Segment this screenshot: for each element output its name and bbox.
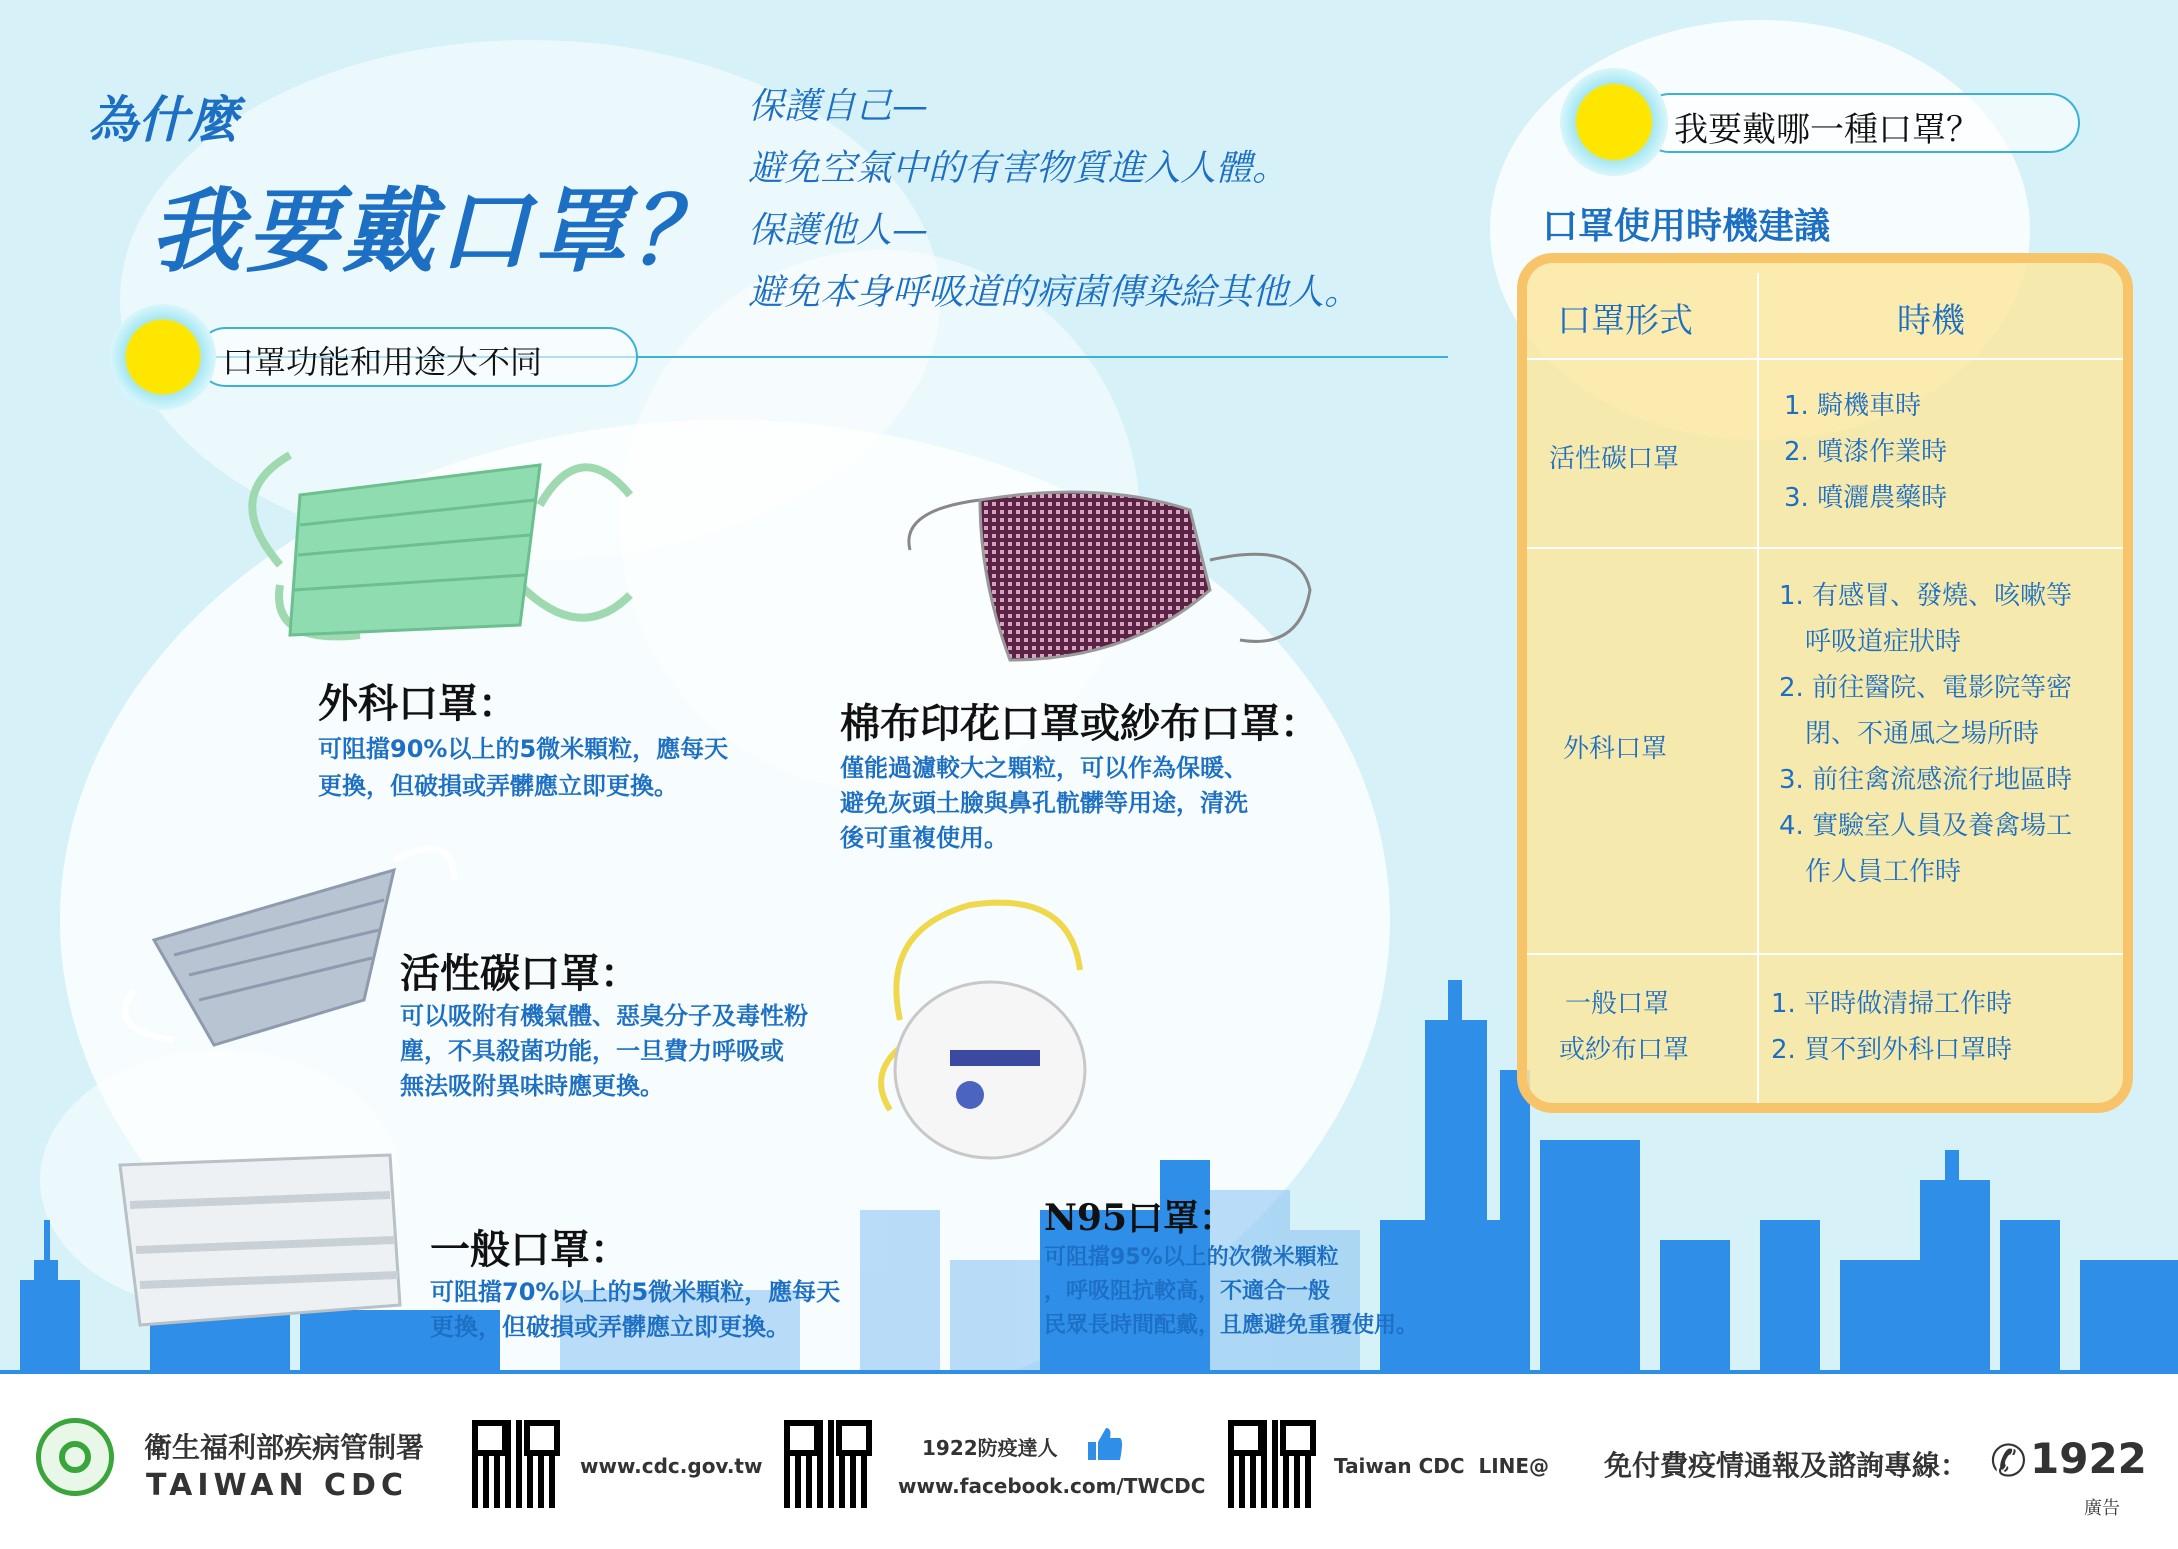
- website-link[interactable]: www.cdc.gov.tw: [580, 1454, 763, 1478]
- column-divider: [1757, 273, 1759, 1103]
- hotline-number: 1922: [2030, 1434, 2147, 1483]
- org-name-zh: 衛生福利部疾病管制署: [144, 1431, 425, 1464]
- row-divider: [1527, 358, 2123, 360]
- row-divider: [1527, 547, 2123, 549]
- ad-label: 廣告: [2084, 1498, 2120, 1519]
- reason-line: 避免空氣中的有害物質進入人體。: [748, 148, 1289, 189]
- mask-description-line: 可以吸附有機氣體、惡臭分子及毒性粉: [400, 1002, 808, 1030]
- section-label: 我要戴哪一種口罩？: [1674, 110, 1980, 150]
- table-row-type: 外科口罩: [1563, 734, 1668, 764]
- table-item: 呼吸道症狀時: [1805, 627, 1962, 657]
- mask-description-line: 可阻擋70%以上的5微米顆粒，應每天: [430, 1278, 841, 1306]
- mask-description-line: 可阻擋90%以上的5微米顆粒，應每天: [318, 735, 729, 763]
- thumbs-up-icon: [1084, 1424, 1124, 1464]
- table-row-items: [1779, 573, 2072, 895]
- mask-description-line: 更換，但破損或弄髒應立即更換。: [318, 772, 678, 800]
- line-label: Taiwan CDC LINE@: [1334, 1454, 1550, 1478]
- surgical-mask-image: [160, 395, 650, 675]
- table-row-type: 活性碳口罩: [1549, 444, 1680, 474]
- table-item: 4. 實驗室人員及養禽場工: [1779, 811, 2073, 841]
- mask-description: [400, 999, 808, 1104]
- row-divider: [1527, 953, 2123, 955]
- mask-description: [840, 751, 1320, 856]
- cloth-mask-image: [880, 470, 1320, 690]
- mask-description-line: 無法吸附異味時應更換。: [400, 1072, 664, 1100]
- qr-code-icon: [472, 1420, 560, 1508]
- reason-line: 保護他人—: [748, 210, 929, 251]
- mask-name: 一般口罩：: [430, 1226, 630, 1273]
- table-item: 2. 噴漆作業時: [1784, 437, 1948, 467]
- mask-description-line: 僅能過濾較大之顆粒，可以作為保暖、: [840, 754, 1248, 782]
- mask-description-line: 民眾長時間配戴，且應避免重覆使用。: [1044, 1313, 1419, 1338]
- mask-info-cloth: [840, 692, 1320, 856]
- mask-name: 活性碳口罩：: [400, 950, 640, 997]
- mask-info-activated-carbon: [400, 942, 808, 1104]
- mask-description: [318, 731, 728, 805]
- mask-description-line: 塵，不具殺菌功能，一旦費力呼吸或: [400, 1037, 784, 1065]
- reasons-block: [748, 76, 1360, 324]
- facebook-link[interactable]: www.facebook.com/TWCDC: [898, 1474, 1206, 1498]
- reason-line: 保護自己—: [748, 86, 929, 127]
- cdc-logo-icon: [36, 1418, 114, 1496]
- table-header-timing: 時機: [1897, 301, 1965, 341]
- table-item: 2. 前往醫院、電影院等密: [1779, 673, 2073, 703]
- mask-name: 外科口罩：: [318, 680, 518, 727]
- mask-description-line: 避免灰頭土臉與鼻孔骯髒等用途，清洗: [840, 789, 1248, 817]
- mask-description-line: 後可重複使用。: [840, 824, 1008, 852]
- qr-code-icon: [1228, 1420, 1316, 1508]
- table-type-line: 一般口罩: [1565, 989, 1670, 1019]
- table-item: 1. 騎機車時: [1784, 391, 1922, 421]
- usage-table-card: [1517, 253, 2133, 1113]
- mask-name: 棉布印花口罩或紗布口罩：: [840, 700, 1320, 747]
- mask-description-line: 可阻擋95%以上的次微米顆粒: [1044, 1245, 1339, 1270]
- table-header-type: 口罩形式: [1557, 301, 1693, 341]
- table-item: 3. 前往禽流感流行地區時: [1779, 765, 2073, 795]
- mask-description: [430, 1275, 840, 1345]
- table-item: 1. 有感冒、發燒、咳嗽等: [1779, 581, 2073, 611]
- section-label: 口罩功能和用途大不同: [222, 343, 543, 381]
- page-title: 我要戴口罩？: [150, 178, 727, 285]
- bullet-circle-icon: [1560, 68, 1668, 176]
- mask-description-line: ，呼吸阻抗較高，不適合一般: [1044, 1279, 1331, 1304]
- mask-info-general: [430, 1218, 840, 1345]
- n95-mask-image: [860, 890, 1110, 1180]
- table-row-items: [1771, 981, 2012, 1073]
- phone-icon: ✆: [1990, 1436, 2027, 1487]
- table-item: 2. 買不到外科口罩時: [1771, 1035, 2013, 1065]
- table-row-type: [1559, 981, 1690, 1073]
- table-item: 1. 平時做清掃工作時: [1771, 989, 2013, 1019]
- mask-description: [1044, 1241, 1418, 1343]
- general-mask-image: [100, 1135, 420, 1335]
- why-text: 為什麼: [88, 91, 238, 149]
- hotline-label: 免付費疫情通報及諮詢專線：: [1604, 1449, 1969, 1482]
- mask-info-n95: [1044, 1190, 1418, 1343]
- org-name-en: TAIWAN CDC: [146, 1468, 408, 1503]
- footer-bar: [0, 1370, 2178, 1549]
- table-item: 閉、不通風之場所時: [1805, 719, 2040, 749]
- mask-name: N95口罩：: [1044, 1197, 1236, 1239]
- reason-line: 避免本身呼吸道的病菌傳染給其他人。: [748, 272, 1361, 313]
- table-row-items: [1784, 383, 1947, 521]
- table-item: 3. 噴灑農藥時: [1784, 483, 1948, 513]
- facebook-label: 1922防疫達人: [922, 1436, 1058, 1460]
- table-item: 作人員工作時: [1805, 857, 1962, 887]
- qr-code-icon: [784, 1420, 872, 1508]
- table-type-line: 或紗布口罩: [1559, 1035, 1690, 1065]
- mask-info-surgical: [318, 672, 728, 805]
- table-subtitle: 口罩使用時機建議: [1542, 206, 1831, 247]
- mask-description-line: 更換，但破損或弄髒應立即更換。: [430, 1313, 790, 1341]
